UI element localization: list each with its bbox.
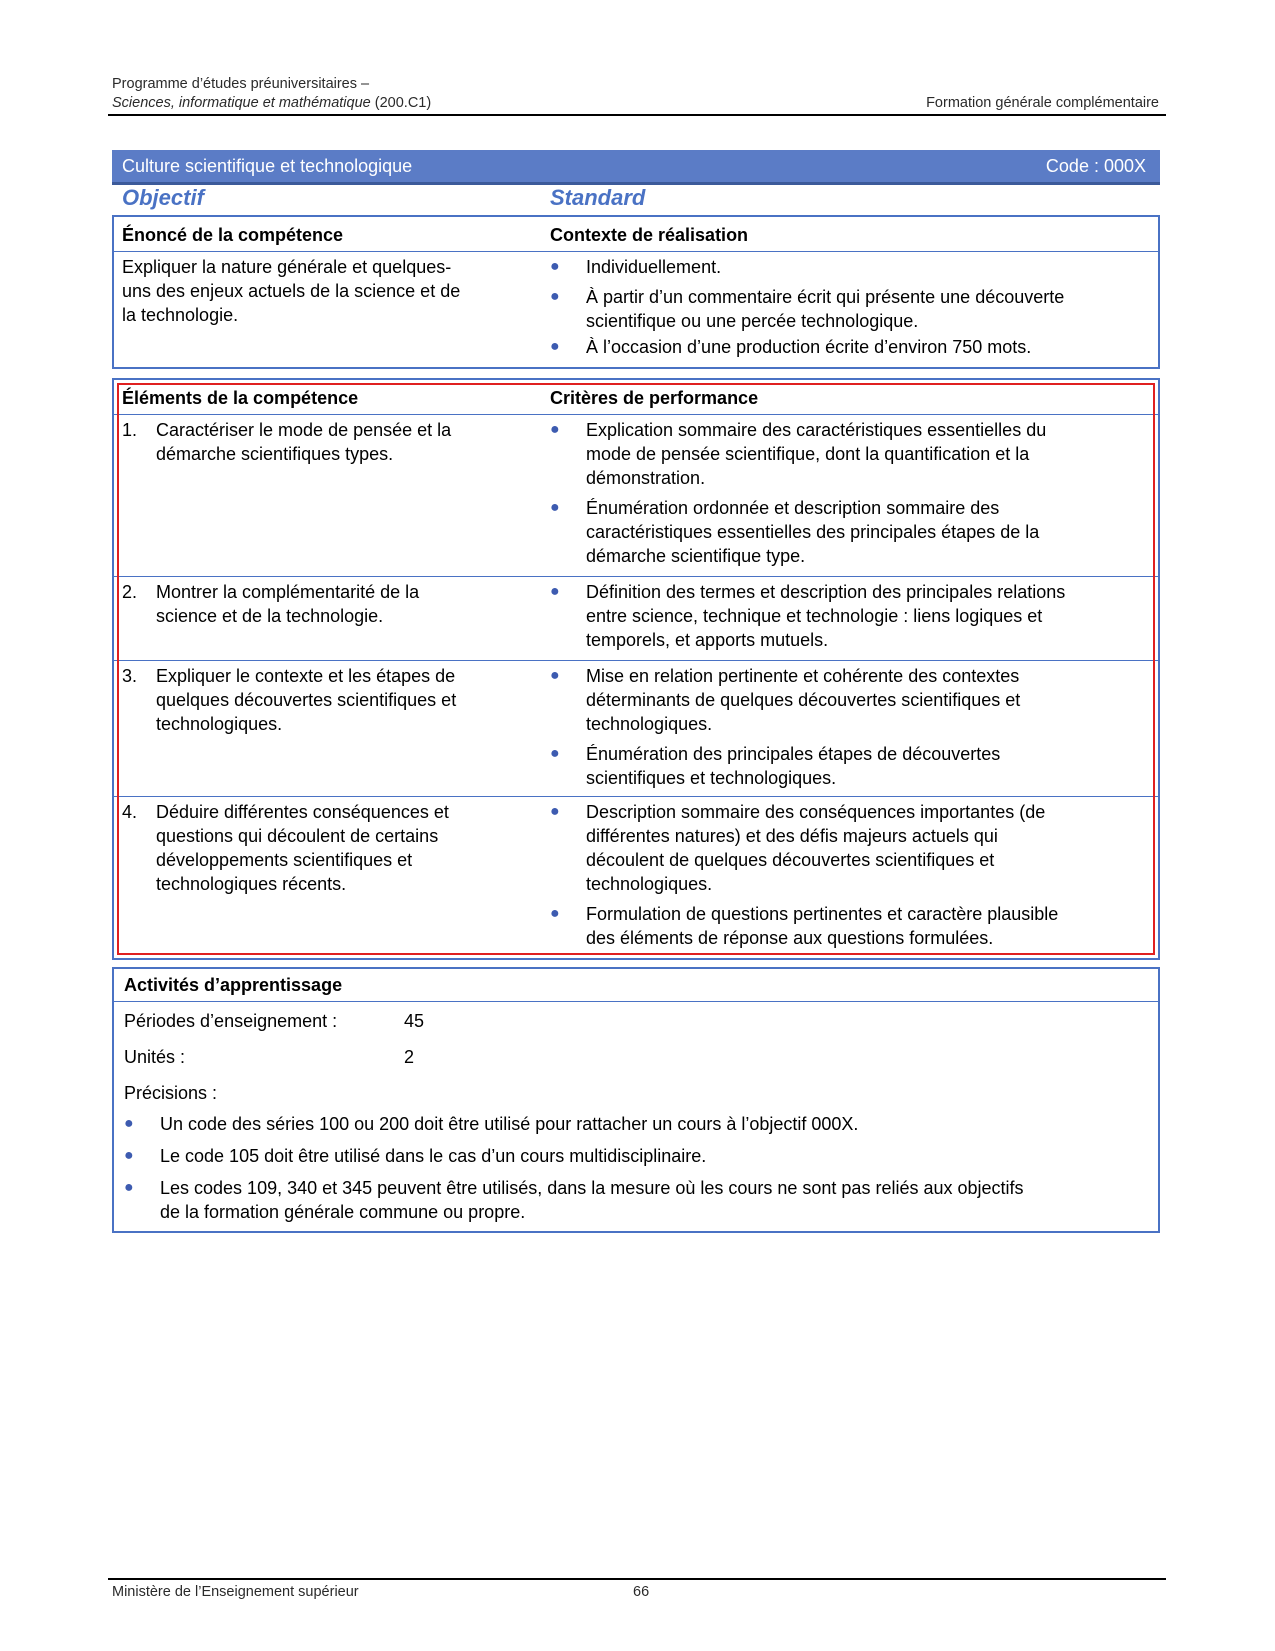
element-text bbox=[156, 664, 456, 736]
text-line: différentes natures) et des défis majeurs actuels qui bbox=[586, 826, 998, 846]
text-line: questions qui découlent de certains bbox=[156, 826, 439, 846]
bullet-icon: ● bbox=[550, 258, 560, 275]
contexte-item bbox=[586, 255, 721, 279]
text-line: uns des enjeux actuels de la science et de bbox=[122, 281, 461, 301]
unites-label: Unités : bbox=[124, 1047, 186, 1067]
course-code: Code : 000X bbox=[1045, 156, 1146, 176]
text-line: découlent de quelques découvertes scientifiques et bbox=[586, 850, 995, 870]
text-line: démarche scientifique type. bbox=[586, 546, 806, 566]
bullet-icon: ● bbox=[550, 499, 560, 516]
criterion-item bbox=[586, 418, 1046, 490]
enonce-heading: Énoncé de la compétence bbox=[122, 225, 344, 245]
text-line: Description sommaire des conséquences importantes (de bbox=[586, 802, 1046, 822]
enonce-text bbox=[122, 255, 460, 327]
text-line: Les codes 109, 340 et 345 peuvent être utilisés, dans la mesure où les cours ne sont pas reliés aux objectifs bbox=[160, 1178, 1024, 1198]
text-line: À l’occasion d’une production écrite d’environ 750 mots. bbox=[586, 337, 1032, 357]
text-line: technologiques. bbox=[156, 714, 283, 734]
text-line: Un code des séries 100 ou 200 doit être utilisé pour rattacher un cours à l’objectif 000X. bbox=[160, 1114, 859, 1134]
element-text bbox=[156, 418, 451, 466]
bullet-icon: ● bbox=[550, 745, 560, 762]
standard-heading: Standard bbox=[550, 185, 646, 210]
row-divider bbox=[114, 576, 1158, 577]
box-divider bbox=[114, 1001, 1158, 1002]
text-line: démonstration. bbox=[586, 468, 706, 488]
bullet-icon: ● bbox=[550, 421, 560, 438]
text-line: caractéristiques essentielles des principales étapes de la bbox=[586, 522, 1040, 542]
criteres-heading: Critères de performance bbox=[550, 388, 759, 408]
row-divider bbox=[114, 796, 1158, 797]
periodes-value: 45 bbox=[404, 1011, 425, 1031]
text-line: Formulation de questions pertinentes et caractère plausible bbox=[586, 904, 1059, 924]
course-title-bar bbox=[112, 150, 1160, 182]
footer-ministry: Ministère de l’Enseignement supérieur bbox=[112, 1584, 359, 1600]
text-line: scientifiques et technologiques. bbox=[586, 768, 837, 788]
text-line: Définition des termes et description des principales relations bbox=[586, 582, 1066, 602]
text-line: Énumération ordonnée et description sommaire des bbox=[586, 498, 1000, 518]
element-number: 4. bbox=[122, 802, 138, 822]
text-line: science et de la technologie. bbox=[156, 606, 384, 626]
criterion-item bbox=[586, 580, 1065, 652]
text-line: développements scientifiques et bbox=[156, 850, 413, 870]
program-code: (200.C1) bbox=[374, 95, 432, 111]
contexte-item bbox=[586, 285, 1064, 333]
text-line: technologiques. bbox=[586, 714, 713, 734]
bullet-icon: ● bbox=[550, 583, 560, 600]
text-line: technologiques. bbox=[586, 874, 713, 894]
text-line: Le code 105 doit être utilisé dans le cas d’un cours multidisciplinaire. bbox=[160, 1146, 707, 1166]
elements-heading: Éléments de la compétence bbox=[122, 388, 359, 408]
text-line: Énumération des principales étapes de découvertes bbox=[586, 744, 1001, 764]
periodes-label: Périodes d’enseignement : bbox=[124, 1011, 338, 1031]
text-line: Montrer la complémentarité de la bbox=[156, 582, 420, 602]
activites-heading: Activités d’apprentissage bbox=[124, 975, 343, 995]
bullet-icon: ● bbox=[124, 1179, 134, 1196]
text-line: Expliquer le contexte et les étapes de bbox=[156, 666, 456, 686]
criterion-item bbox=[586, 800, 1045, 896]
page-number: 66 bbox=[633, 1584, 650, 1600]
text-line: Expliquer la nature générale et quelques- bbox=[122, 257, 452, 277]
text-line: Déduire différentes conséquences et bbox=[156, 802, 449, 822]
text-line: quelques découvertes scientifiques et bbox=[156, 690, 457, 710]
criterion-item bbox=[586, 496, 1039, 568]
text-line: Individuellement. bbox=[586, 257, 722, 277]
element-number: 2. bbox=[122, 582, 138, 602]
program-name: Sciences, informatique et mathématique bbox=[112, 95, 371, 111]
header-rule bbox=[108, 114, 1166, 116]
element-number: 1. bbox=[122, 420, 138, 440]
text-line: À partir d’un commentaire écrit qui présente une découverte bbox=[586, 287, 1065, 307]
box-divider bbox=[114, 251, 1158, 252]
precision-item bbox=[160, 1176, 1024, 1224]
bullet-icon: ● bbox=[550, 667, 560, 684]
criterion-item bbox=[586, 742, 1000, 790]
running-header-program-name bbox=[112, 95, 431, 111]
unites-value: 2 bbox=[404, 1047, 415, 1067]
text-line: démarche scientifiques types. bbox=[156, 444, 394, 464]
text-line: des éléments de réponse aux questions formulées. bbox=[586, 928, 994, 948]
bullet-icon: ● bbox=[550, 288, 560, 305]
text-line: technologiques récents. bbox=[156, 874, 347, 894]
bullet-icon: ● bbox=[550, 338, 560, 355]
running-header-program: Programme d’études préuniversitaires – bbox=[112, 76, 370, 92]
bullet-icon: ● bbox=[550, 803, 560, 820]
contexte-item bbox=[586, 335, 1031, 359]
bullet-icon: ● bbox=[550, 905, 560, 922]
text-line: de la formation générale commune ou propre. bbox=[160, 1202, 526, 1222]
precision-item bbox=[160, 1112, 858, 1136]
footer-rule bbox=[108, 1578, 1166, 1580]
text-line: entre science, technique et technologie : liens logiques et bbox=[586, 606, 1043, 626]
bullet-icon: ● bbox=[124, 1115, 134, 1132]
bullet-icon: ● bbox=[124, 1147, 134, 1164]
element-text bbox=[156, 580, 419, 628]
row-divider bbox=[114, 660, 1158, 661]
running-header-section: Formation générale complémentaire bbox=[926, 95, 1159, 111]
activites-box bbox=[112, 967, 1160, 1233]
precisions-label: Précisions : bbox=[124, 1083, 218, 1103]
competence-box bbox=[112, 215, 1160, 369]
text-line: mode de pensée scientifique, dont la quantification et la bbox=[586, 444, 1030, 464]
text-line: déterminants de quelques découvertes scientifiques et bbox=[586, 690, 1021, 710]
contexte-heading: Contexte de réalisation bbox=[550, 225, 749, 245]
precision-item bbox=[160, 1144, 706, 1168]
objectif-heading: Objectif bbox=[122, 185, 204, 210]
element-text bbox=[156, 800, 449, 896]
criterion-item bbox=[586, 664, 1020, 736]
text-line: Explication sommaire des caractéristiques essentielles du bbox=[586, 420, 1047, 440]
text-line: Caractériser le mode de pensée et la bbox=[156, 420, 452, 440]
text-line: Mise en relation pertinente et cohérente des contextes bbox=[586, 666, 1020, 686]
element-number: 3. bbox=[122, 666, 138, 686]
text-line: la technologie. bbox=[122, 305, 239, 325]
text-line: temporels, et apports mutuels. bbox=[586, 630, 829, 650]
criterion-item bbox=[586, 902, 1058, 950]
elements-box bbox=[112, 378, 1160, 960]
course-title: Culture scientifique et technologique bbox=[122, 156, 413, 176]
box-divider bbox=[114, 414, 1158, 415]
text-line: scientifique ou une percée technologique. bbox=[586, 311, 919, 331]
